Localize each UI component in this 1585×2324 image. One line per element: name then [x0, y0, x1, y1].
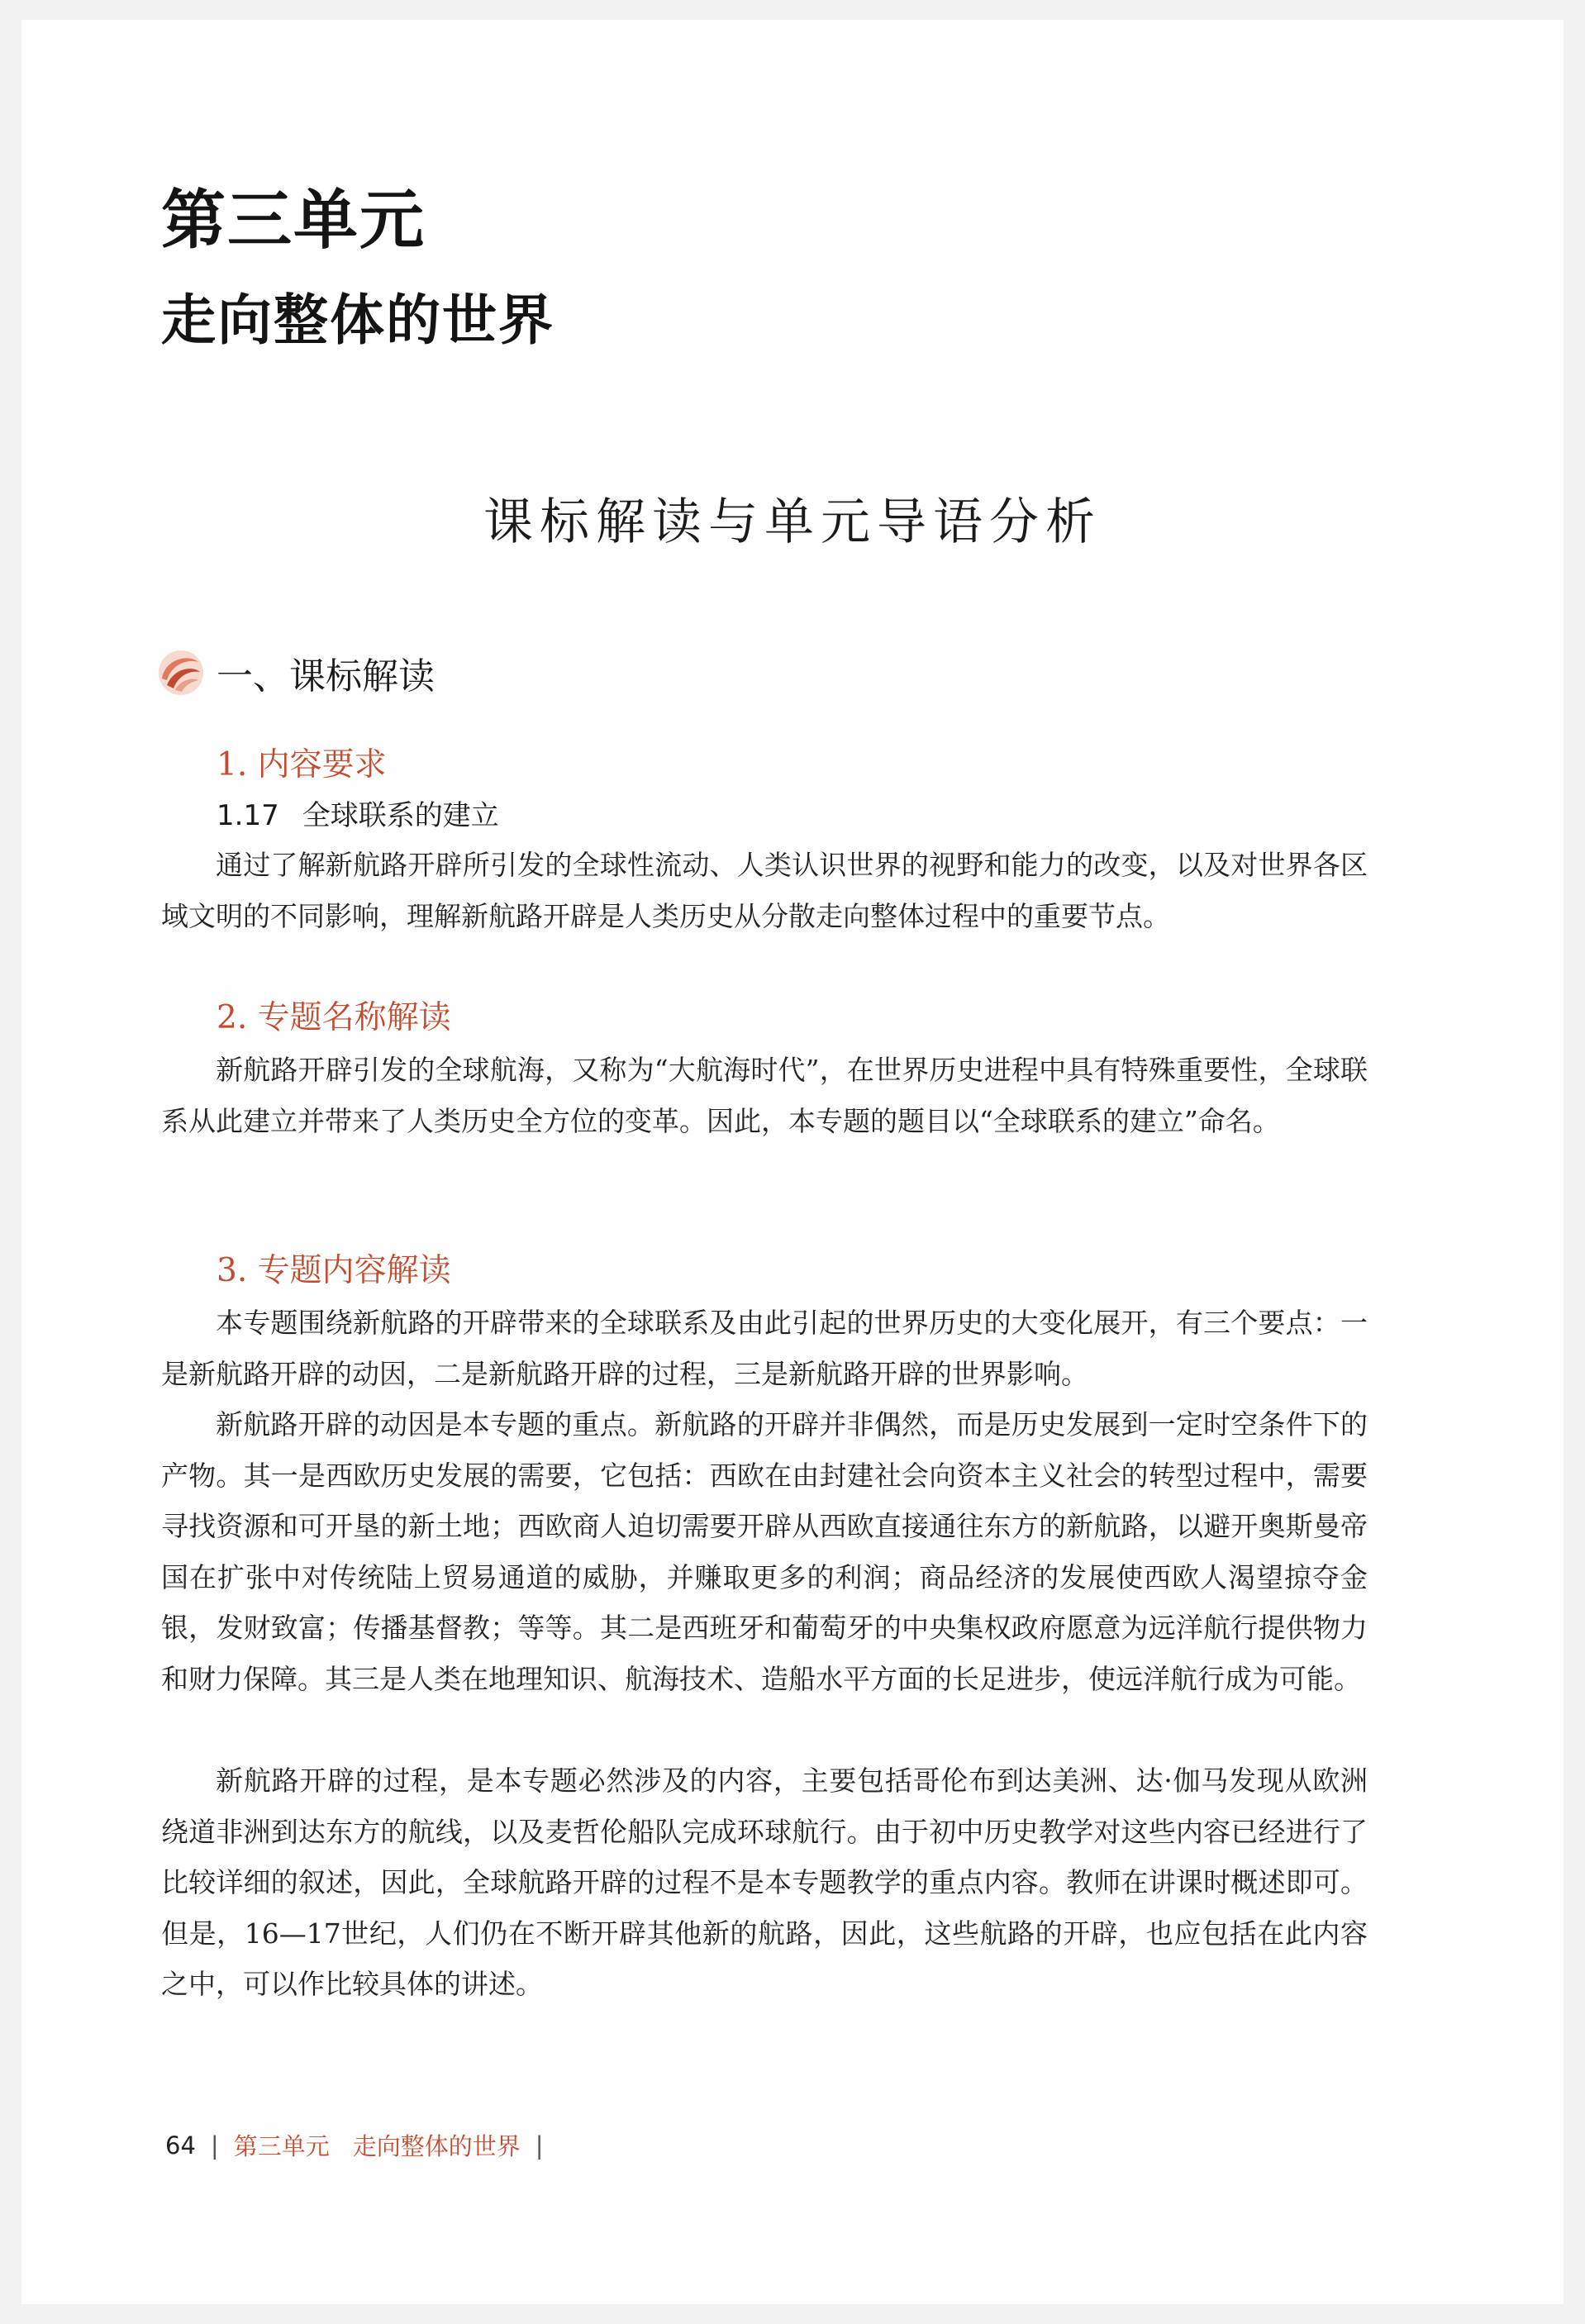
unit-number: 第三单元 — [161, 183, 426, 258]
heading-topic-content: 3. 专题内容解读 — [217, 1252, 451, 1289]
heading-topic-name: 2. 专题名称解读 — [217, 999, 451, 1036]
paragraph-requirements: 通过了解新航路开辟所引发的全球性流动、人类认识世界的视野和能力的改变，以及对世界各区域文明的不同影响，理解新航路开辟是人类历史从分散走向整体过程中的重要节点。 — [161, 849, 1368, 932]
standard-item — [217, 799, 522, 832]
paragraph-content-2: 新航路开辟的动因是本专题的重点。新航路的开辟并非偶然，而是历史发展到一定时空条件下的产物。其一是西欧历史发展的需要，它包括：西欧在由封建社会向资本主义社会的转型过程中，需要寻找资源和可开垦的新土地；西欧商人迫切需要开辟从西欧直接通往东方的新航路，以避开奥斯曼帝国在扩张中对传统陆上贸易通道的威胁，并赚取更多的利润；商品经济的发展使西欧人渴望掠夺金银，发财致富；传播基督教；等等。其二是西班牙和葡萄牙的中央集权政府愿意为远洋航行提供物力和财力保障。其三是人类在地理知识、航海技术、造船水平方面的长足进步，使远洋航行成为可能。 — [161, 1408, 1368, 1695]
paragraph-content-1: 本专题围绕新航路的开辟带来的全球联系及由此引起的世界历史的大变化展开，有三个要点：一是新航路开辟的动因，二是新航路开辟的过程，三是新航路开辟的世界影响。 — [161, 1307, 1368, 1390]
standard-number: 1.17 — [217, 799, 279, 832]
footer-unit: 第三单元 — [233, 2132, 330, 2160]
swirl-icon — [155, 647, 207, 698]
part-heading — [155, 648, 435, 698]
footer-divider: | — [210, 2131, 219, 2160]
footer-title: 走向整体的世界 — [352, 2132, 521, 2160]
page-footer — [165, 2128, 559, 2162]
paragraph-content-3: 新航路开辟的过程，是本专题必然涉及的内容，主要包括哥伦布到达美洲、达·伽马发现从欧洲绕道非洲到达东方的航线，以及麦哲伦船队完成环球航行。由于初中历史教学对这些内容已经进行了比较详细的叙述，因此，全球航路开辟的过程不是本专题教学的重点内容。教师在讲课时概述即可。但是，16—17世纪，人们仍在不断开辟其他新的航路，因此，这些航路的开辟，也应包括在此内容之中，可以作比较具体的讲述。 — [161, 1764, 1368, 2000]
standard-title: 全球联系的建立 — [302, 799, 499, 832]
section-title: 课标解读与单元导语分析 — [483, 493, 1102, 551]
page-number: 64 — [165, 2131, 196, 2160]
part-heading-text: 一、课标解读 — [217, 655, 435, 698]
unit-title: 走向整体的世界 — [161, 288, 555, 352]
paragraph-topic-name: 新航路开辟引发的全球航海，又称为“大航海时代”，在世界历史进程中具有特殊重要性，全球联系从此建立并带来了人类历史全方位的变革。因此，本专题的题目以“全球联系的建立”命名。 — [161, 1054, 1368, 1137]
footer-divider-end: | — [535, 2131, 544, 2160]
heading-content-requirements: 1. 内容要求 — [217, 746, 387, 783]
